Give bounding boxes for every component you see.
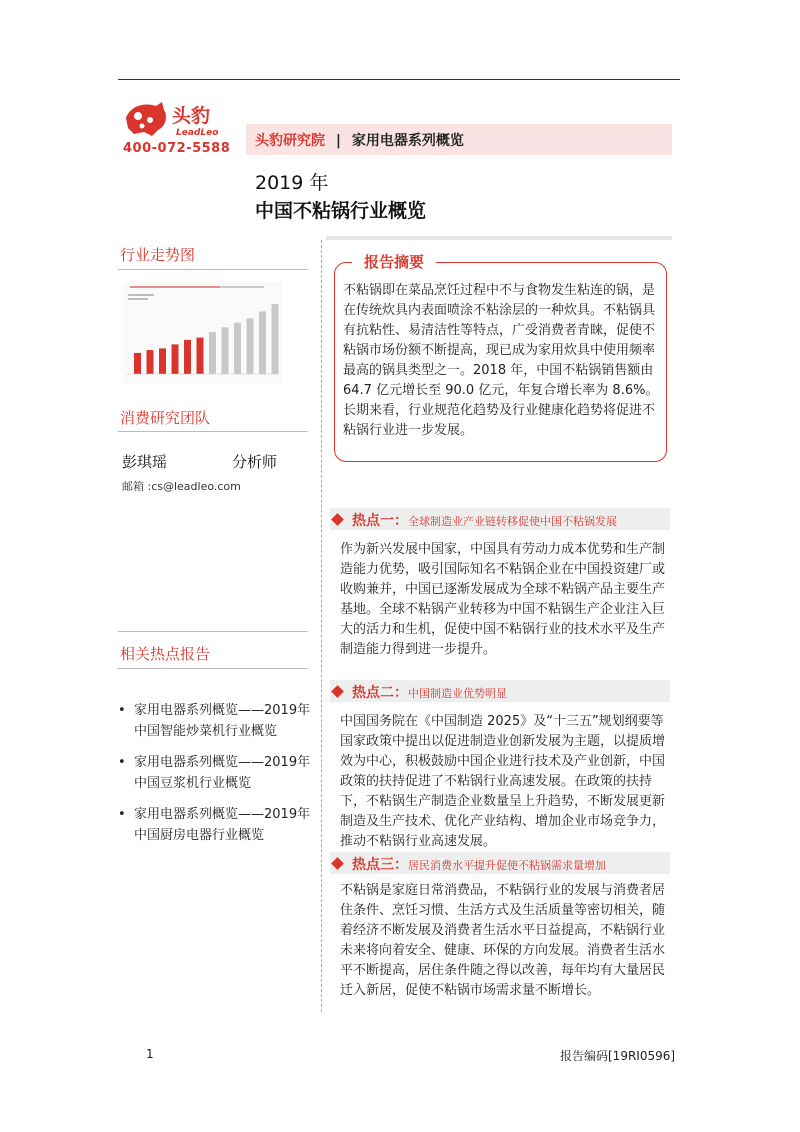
trend-bar bbox=[209, 332, 216, 374]
banner-separator: | bbox=[335, 133, 341, 149]
report-code: 报告编码[19RI0596] bbox=[560, 1049, 676, 1063]
analyst-name: 彭琪瑶 bbox=[122, 453, 168, 471]
trend-bar bbox=[247, 318, 254, 374]
institute-name: 头豹研究院 bbox=[255, 133, 325, 149]
related-top-rule bbox=[118, 631, 308, 632]
hotspot-2-subtitle: 中国制造业优势明显 bbox=[408, 687, 507, 700]
banner-title bbox=[255, 130, 464, 150]
hotspot-3-label: 热点三： bbox=[352, 857, 408, 873]
trend-bar bbox=[159, 348, 166, 374]
related-report-link[interactable]: 家用电器系列概览——2019年中国智能炒菜机行业概览 bbox=[134, 703, 311, 739]
trend-chart bbox=[122, 282, 282, 384]
trend-bar bbox=[147, 350, 154, 374]
series-name: 家用电器系列概览 bbox=[351, 133, 464, 149]
trend-bar bbox=[259, 311, 266, 374]
hotspot-3-subtitle: 居民消费水平提升促使不粘锅需求量增加 bbox=[408, 859, 606, 872]
summary-top-bar bbox=[326, 236, 672, 240]
report-title: 中国不粘锅行业概览 bbox=[255, 200, 427, 222]
team-title: 消费研究团队 bbox=[120, 409, 211, 427]
phone-number: 400-072-5588 bbox=[123, 141, 231, 156]
related-title: 相关热点报告 bbox=[120, 645, 211, 663]
hotspot-1-subtitle: 全球制造业产业链转移促使中国不粘锅发展 bbox=[408, 515, 617, 528]
hotspot-1-label: 热点一： bbox=[352, 513, 408, 529]
hotspot-1-heading bbox=[352, 510, 617, 530]
trend-bar bbox=[272, 304, 279, 374]
hotspot-2-label: 热点二： bbox=[352, 685, 408, 701]
hotspot-3-text: 不粘锅是家庭日常消费品，不粘锅行业的发展与消费者居住条件、烹饪习惯、生活方式及生活质量等密切相关，随着经济不断发展及消费者生活水平日益提高，不粘锅行业未来将向着安全、健康、环保的方向发展。消费者生活水平不断提高，居住条件随之得以改善，每年均有大量居民迁入新居，促使不粘锅市场需求量不断增长。 bbox=[340, 883, 666, 998]
summary-tag: 报告摘要 bbox=[352, 251, 436, 272]
related-report-item[interactable] bbox=[118, 804, 318, 846]
column-divider bbox=[321, 240, 322, 1012]
trend-rule bbox=[118, 269, 308, 270]
related-rule bbox=[118, 668, 308, 669]
top-rule bbox=[118, 79, 680, 80]
related-report-link[interactable]: 家用电器系列概览——2019年中国豆浆机行业概览 bbox=[134, 755, 311, 791]
analyst-email[interactable]: 邮箱 :cs@leadleo.com bbox=[122, 480, 241, 493]
related-reports-list bbox=[118, 700, 318, 856]
leadleo-logo bbox=[122, 98, 232, 140]
team-rule bbox=[118, 431, 308, 432]
bullet-icon: • bbox=[118, 807, 126, 822]
hotspot-2-heading bbox=[352, 682, 507, 702]
trend-bar bbox=[172, 344, 179, 374]
related-report-link[interactable]: 家用电器系列概览——2019年中国厨房电器行业概览 bbox=[134, 807, 311, 843]
bullet-icon: • bbox=[118, 703, 126, 718]
brand-cn: 头豹 bbox=[172, 105, 211, 127]
trend-bar bbox=[134, 353, 141, 374]
trend-bar bbox=[234, 323, 241, 374]
trend-chart-thumbnail bbox=[122, 282, 282, 384]
trend-bar bbox=[222, 327, 229, 374]
hotspot-1-text: 作为新兴发展中国家，中国具有劳动力成本优势和生产制造能力优势，吸引国际知名不粘锅企业在中国投资建厂或收购兼并，中国已逐渐发展成为全球不粘锅产品主要生产基地。全球不粘锅产业转移为中国不粘锅生产企业注入巨大的活力和生机，促使中国不粘锅行业的技术水平及生产制造能力得到进一步提升。 bbox=[340, 542, 666, 657]
summary-text: 不粘锅即在菜品烹饪过程中不与食物发生粘连的锅，是在传统炊具内表面喷涂不粘涂层的一种炊具。不粘锅具有抗粘性、易清洁性等特点，广受消费者青睐，促使不粘锅市场份额不断提高，现已成为家用炊具中使用频率最高的锅具类型之一。2018 年，中国不粘锅销售额由 64.7 亿元增长至 90.0 亿元，年复合增长率为 8.6%。长期来看，行业规范化趋势及行业健康化趋势将促进不粘锅行业进一步发展。 bbox=[343, 283, 659, 438]
brand-en: LeadLeo bbox=[176, 128, 219, 138]
report-year: 2019 年 bbox=[255, 172, 329, 194]
trend-bar bbox=[184, 340, 191, 374]
trend-bar bbox=[197, 338, 204, 374]
bullet-icon: • bbox=[118, 755, 126, 770]
related-report-item[interactable] bbox=[118, 700, 318, 742]
analyst-role: 分析师 bbox=[232, 453, 278, 471]
hotspot-2-text: 中国国务院在《中国制造 2025》及“十三五”规划纲要等国家政策中提出以促进制造业创新发展为主题，以提质增效为中心，积极鼓励中国企业进行技术及产业创新，中国政策的扶持促进了不粘锅行业高速发展。在政策的扶持下，不粘锅生产制造企业数量呈上升趋势，不断发展更新制造及生产技术、优化产业结构、增加企业市场竞争力，推动不粘锅行业高速发展。 bbox=[340, 714, 666, 849]
page-number: 1 bbox=[146, 1047, 154, 1061]
trend-title: 行业走势图 bbox=[120, 246, 196, 264]
leopard-icon bbox=[122, 98, 232, 140]
hotspot-3-heading bbox=[352, 854, 606, 874]
related-report-item[interactable] bbox=[118, 752, 318, 794]
